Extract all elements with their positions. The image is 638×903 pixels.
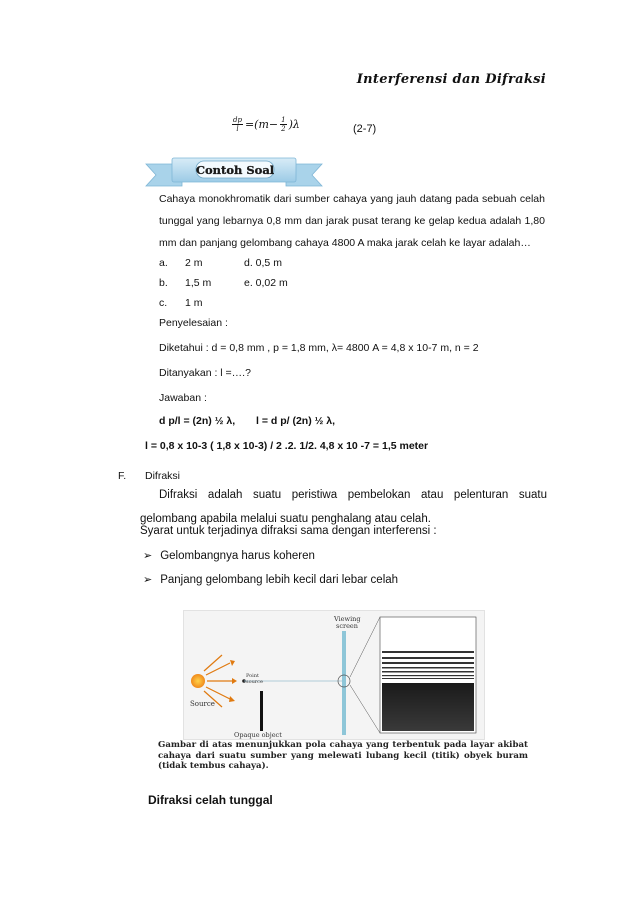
diffraction-figure: [183, 610, 485, 740]
solution-result: l = 0,8 x 10-3 ( 1,8 x 10-3) / 2 .2. 1/2. 4,8 x 10 -7 = 1,5 meter: [145, 440, 429, 452]
viewing-screen-bar: [342, 631, 346, 735]
solution-known: Diketahui : d = 0,8 mm , p = 1,8 mm, λ= 4800 A = 4,8 x 10-7 m, n = 2: [159, 342, 479, 354]
svg-text:source: source: [246, 679, 263, 685]
problem-text: Cahaya monokhromatik dari sumber cahaya yang jauh datang pada sebuah celah tunggal yang lebarnya 0,8 mm dan jarak pusat terang ke gelap kedua adalah 1,80 mm dan panjang gelombang cahaya 4800 A maka jarak celah ke layar adalah…: [159, 193, 545, 249]
option-a-letter: a.: [159, 257, 168, 269]
svg-text:Viewing: Viewing: [334, 615, 361, 623]
arrow-bullet-icon: ➢: [143, 574, 153, 586]
formula-lhs-fraction: [232, 116, 243, 133]
option-c-letter: c.: [159, 297, 168, 309]
bullet-item: [143, 573, 398, 586]
section-f-title: Difraksi: [145, 470, 181, 482]
contoh-soal-label: Contoh Soal: [195, 163, 275, 177]
formula: [232, 116, 300, 133]
section-f-letter: F.: [118, 470, 127, 482]
formula-number: (2-7): [353, 123, 377, 135]
formula-lhs-num: dp: [233, 116, 242, 124]
page-header-title: Interferensi dan Difraksi: [356, 72, 546, 87]
solution-heading: Penyelesaian :: [159, 317, 228, 329]
diffraction-diagram: [184, 611, 484, 739]
option-a-value: 2 m: [185, 257, 203, 269]
solution-eq2: l = d p/ (2n) ½ λ,: [256, 415, 336, 427]
formula-lhs-den: l: [236, 125, 239, 133]
opaque-object-label: Opaque object: [234, 731, 282, 739]
bullet-text: Gelombangnya harus koheren: [160, 549, 315, 562]
subheading: Difraksi celah tunggal: [148, 793, 273, 807]
formula-end: )λ: [288, 118, 300, 131]
bullet-text: Panjang gelombang lebih kecil dari lebar celah: [160, 573, 399, 586]
option-b-value: 1,5 m: [185, 277, 212, 289]
solution-answer-label: Jawaban :: [159, 392, 207, 404]
viewing-screen-label: screen: [336, 622, 358, 630]
formula-half-den: 2: [281, 125, 286, 133]
arrow-bullet-icon: ➢: [143, 550, 153, 562]
option-b-letter: b.: [159, 277, 168, 289]
bullet-item: [143, 549, 315, 562]
option-d: d. 0,5 m: [244, 257, 282, 269]
solution-eq1: d p/l = (2n) ½ λ,: [159, 415, 236, 427]
option-e: e. 0,02 m: [244, 277, 288, 289]
point-source-label: Point: [246, 673, 260, 679]
section-f-paragraph: Difraksi adalah suatu peristiwa pembelokan atau pelenturan suatu gelombang apabila melalui suatu penghalang atau celah.: [140, 489, 547, 525]
formula-half-num: 1: [281, 116, 286, 124]
opaque-object-bar: [260, 691, 263, 731]
solution-asked: Ditanyakan : l =….?: [159, 367, 251, 379]
formula-middle: =(m−: [244, 118, 279, 131]
source-label: Source: [190, 700, 215, 708]
formula-half-fraction: [280, 116, 286, 133]
figure-caption: Gambar di atas menunjukkan pola cahaya yang terbentuk pada layar akibat cahaya dari suatu sumber yang melewati lubang kecil (titik) obyek buram (tidak tembus cahaya).: [158, 740, 528, 771]
option-c-value: 1 m: [185, 297, 203, 309]
contoh-soal-banner: [144, 152, 324, 192]
section-f-condition: Syarat untuk terjadinya difraksi sama dengan interferensi :: [140, 525, 437, 537]
